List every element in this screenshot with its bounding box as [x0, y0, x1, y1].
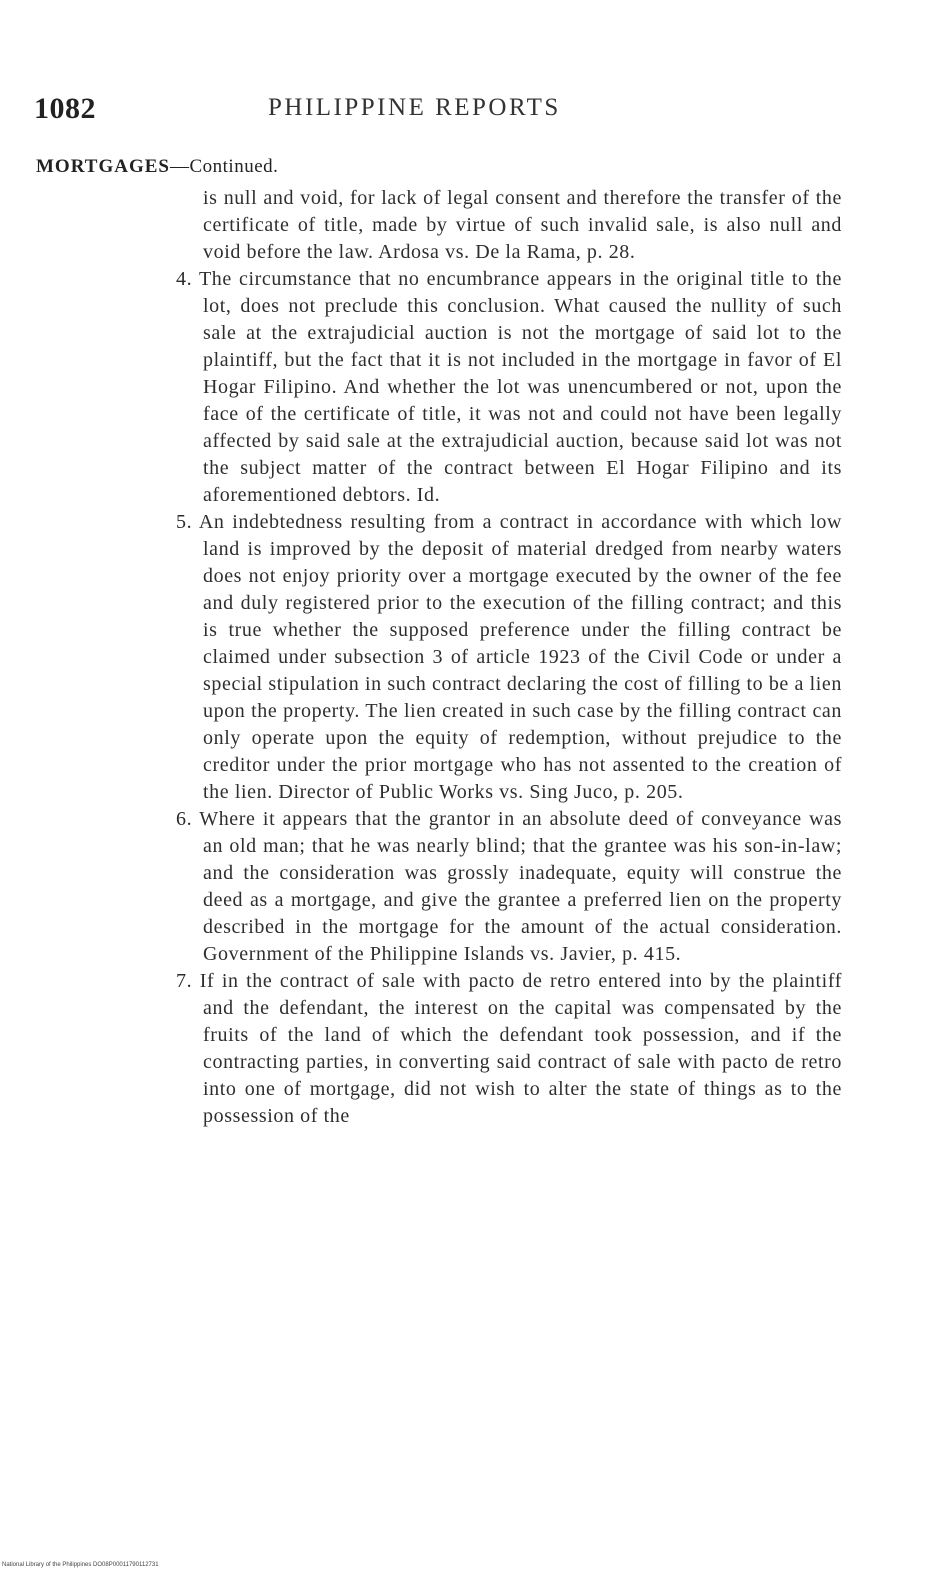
paragraph-4 [150, 266, 842, 509]
section-topic: MORTGAGES [36, 156, 170, 177]
paragraph-text: Where it appears that the grantor in an absolute deed of conveyance was an old man; that he was nearly blind; that the grantee was his son-in-law; and the consideration was grossly inadequate, equity will construe the deed as a mortgage, and give the grantee a preferred lien on the property described in the mortgage for the amount of the actual consideration. Government of the Philippine Islands vs. Javier, p. 415. [199, 808, 842, 965]
paragraph-5 [150, 509, 842, 806]
paragraph-continued [150, 185, 842, 266]
paragraph-number: 7. [176, 970, 193, 992]
paragraph-text: The circumstance that no encumbrance appears in the original title to the lot, does not preclude this conclusion. What caused the nullity of such sale at the extrajudicial auction is not the mortgage of said lot to the plaintiff, but the fact that it is not included in the mortgage in favor of El Hogar Filipino. And whether the lot was unencumbered or not, upon the face of the certificate of title, it was not and could not have been legally affected by said sale at the extrajudicial auction, because said lot was not the subject matter of the contract between El Hogar Filipino and its aforementioned debtors. Id. [198, 268, 842, 506]
page-number: 1082 [34, 92, 96, 125]
paragraph-7 [150, 968, 842, 1130]
section-continued: —Continued. [169, 156, 279, 177]
paragraph-number: 6. [176, 808, 193, 830]
paragraph-number: 4. [176, 268, 193, 290]
running-head: PHILIPPINE REPORTS [268, 94, 561, 121]
body-text [150, 185, 842, 1130]
paragraph-6 [150, 806, 842, 968]
section-heading [36, 156, 278, 178]
paragraph-text: If in the contract of sale with pacto de retro entered into by the plaintiff and the defendant, the interest on the capital was compensated by the fruits of the land of which the defendant took possession, and if the contracting parties, in converting said contract of sale with pacto de retro into one of mortgage, did not wish to alter the state of things as to the possession of the [199, 970, 842, 1127]
footer-scan-id: National Library of the Philippines DO08P00011790112731 [2, 1562, 159, 1568]
paragraph-number: 5. [176, 511, 193, 533]
paragraph-text: is null and void, for lack of legal consent and therefore the transfer of the certificate of title, made by virtue of such invalid sale, is also null and void before the law. Ardosa vs. De la Rama, p. 28. [203, 187, 842, 263]
paragraph-text: An indebtedness resulting from a contract in accordance with which low land is improved by the deposit of material dredged from nearby waters does not enjoy priority over a mortgage executed by the owner of the fee and duly registered prior to the execution of the filling contract; and this is true whether the supposed preference under the filling contract be claimed under subsection 3 of article 1923 of the Civil Code or under a special stipulation in such contract declaring the cost of filling to be a lien upon the property. The lien created in such case by the filling contract can only operate upon the equity of redemption, without prejudice to the creditor under the prior mortgage who has not assented to the creation of the lien. Director of Public Works vs. Sing Juco, p. 205. [198, 511, 842, 803]
